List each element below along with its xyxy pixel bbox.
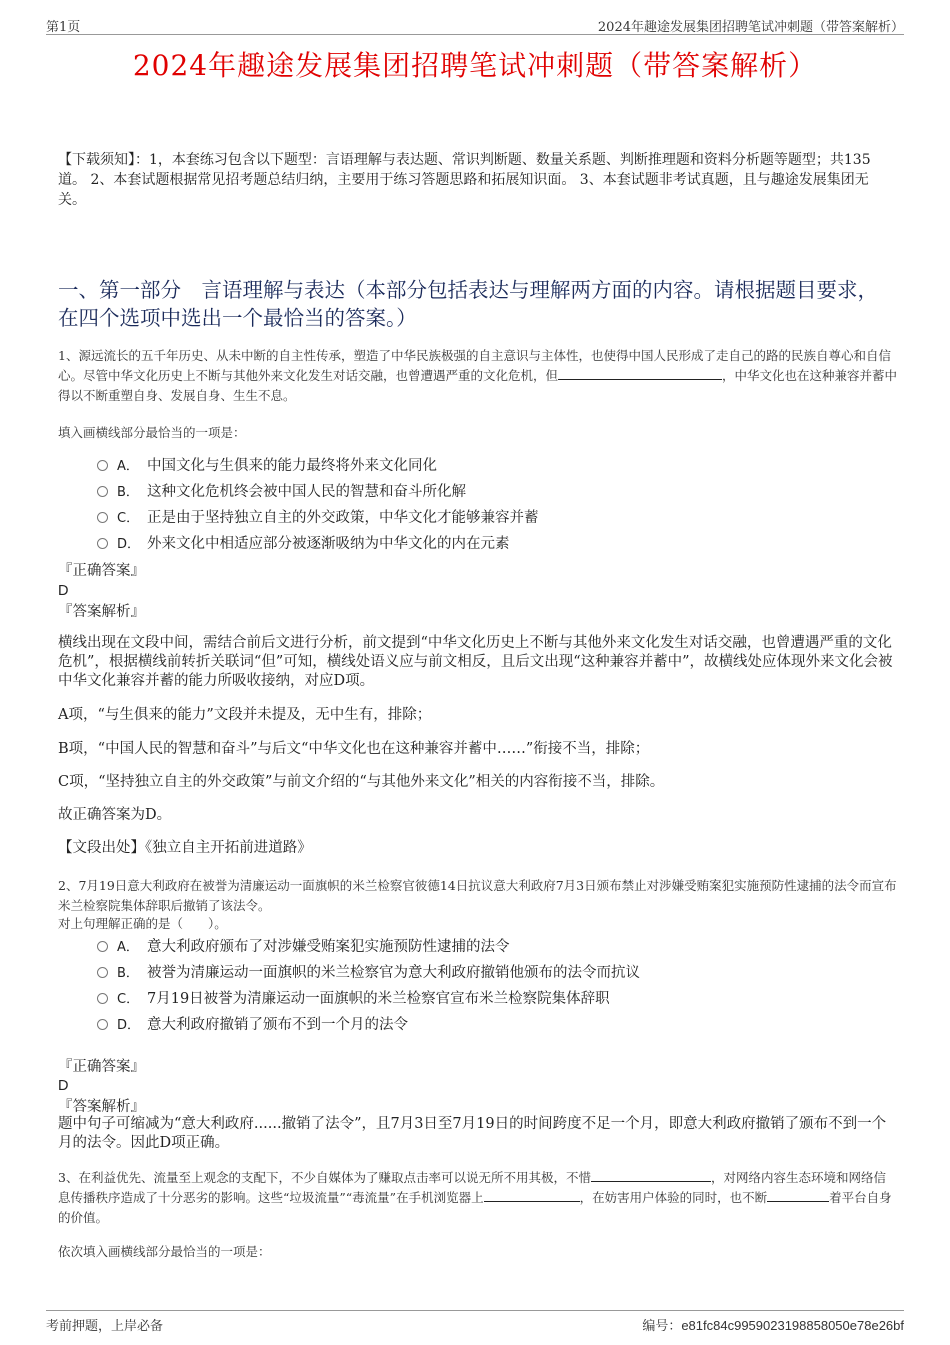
q1-conclusion: 故正确答案为D。 [58,807,172,823]
q1-analysis: 横线出现在文段中间，需结合前后文进行分析，前文提到“中华文化历史上不断与其他外来文化发生对话交融，也曾遭遇严重的文化危机”，根据横线前转折关联词“但”可知，横线处语义应与前文相反，且后文出现“这种兼容并蓄中”，故横线处应体现外来文化会被中华文化兼容并蓄的能力所吸收接纳，对应D项。 [58,635,893,689]
radio-icon[interactable] [97,967,108,978]
q2-answer: D [58,1078,69,1094]
footer-slogan: 考前押题，上岸必备 [46,1319,164,1334]
q2-option-c[interactable]: C． 7月19日被誉为清廉运动一面旗帜的米兰检察官宣布米兰检察院集体辞职 [97,989,610,1010]
q2-analysis-label: 『答案解析』 [58,1099,145,1115]
q1-answer: D [58,583,69,599]
document-title: 2024年趣途发展集团招聘笔试冲刺题（带答案解析） [132,49,818,82]
q1-option-a[interactable]: A． 中国文化与生俱来的能力最终将外来文化同化 [97,456,437,477]
q1-note-a: A项，“与生俱来的能力”文段并未提及，无中生有，排除； [58,707,432,723]
q1-source: 【文段出处】《独立自主开拓前进道路》 [58,840,312,856]
question-1-prompt: 填入画横线部分最恰当的一项是： [58,425,246,440]
question-3-text: 3、在利益优先、流量至上观念的支配下，不少自媒体为了赚取点击率可以说无所不用其极，不惜 ，对网络内容生态环境和网络信息传播秩序造成了十分恶劣的影响。这些“垃圾流量”“毒流量”在手机浏览器上 ，在妨害用户体验的同时，也不断 着平台自身的价值。 [58,1170,892,1225]
radio-icon[interactable] [97,460,108,471]
radio-icon[interactable] [97,941,108,952]
question-1-text: 1、源远流长的五千年历史、从未中断的自主性传承，塑造了中华民族极强的自主意识与主体性，也使得中国人民形成了走自己的路的民族自尊心和自信心。尽管中华文化历史上不断与其他外来文化发生对话交融，也曾遭遇严重的文化危机，但 ，中华文化也在这种兼容并蓄中得以不断重塑自身、发展自身、生生不息。 [58,348,898,403]
radio-icon[interactable] [97,538,108,549]
radio-icon[interactable] [97,993,108,1004]
radio-icon[interactable] [97,1019,108,1030]
q1-option-d[interactable]: D． 外来文化中相适应部分被逐渐吸纳为中华文化的内在元素 [97,534,510,555]
question-3-prompt: 依次填入画横线部分最恰当的一项是： [58,1244,271,1259]
q1-answer-label: 『正确答案』 [58,563,145,579]
question-2-prompt: 对上句理解正确的是（ ）。 [58,916,227,931]
q1-option-b[interactable]: B． 这种文化危机终会被中国人民的智慧和奋斗所化解 [97,482,466,503]
q1-note-b: B项，“中国人民的智慧和奋斗”与后文“中华文化也在这种兼容并蓄中……”衔接不当，排除； [58,741,650,757]
question-2-text: 2、7月19日意大利政府在被誉为清廉运动一面旗帜的米兰检察官彼德14日抗议意大利政府7月3日颁布禁止对涉嫌受贿案犯实施预防性逮捕的法令而宣布米兰检察院集体辞职后撤销了该法令。 [58,878,897,913]
page-footer [46,1310,904,1335]
footer-doc-code: 编号：e81fc84c9959023198858050e78e26bf [642,1318,904,1334]
q2-answer-label: 『正确答案』 [58,1059,145,1075]
page-header [46,16,904,35]
q2-option-d[interactable]: D． 意大利政府撤销了颁布不到一个月的法令 [97,1015,408,1036]
q1-option-c[interactable]: C． 正是由于坚持独立自主的外交政策，中华文化才能够兼容并蓄 [97,508,539,529]
header-doc-title: 2024年趣途发展集团招聘笔试冲刺题（带答案解析） [597,20,904,35]
answer-blank [767,1189,829,1202]
download-notice: 【下载须知】：1，本套练习包含以下题型：言语理解与表达题、常识判断题、数量关系题、判断推理题和资料分析题等题型；共135道。 2、本套试题根据常见招考题总结归纳，主要用于练习答题思路和拓展知识面。 3、本套试题非考试真题，且与趣途发展集团无关。 [58,152,871,208]
radio-icon[interactable] [97,486,108,497]
section-title: 一、第一部分 言语理解与表达（本部分包括表达与理解两方面的内容。请根据题目要求，在四个选项中选出一个最恰当的答案。） [58,278,878,330]
q2-analysis: 题中句子可缩减为“意大利政府......撤销了法令”，且7月3日至7月19日的时间跨度不足一个月，即意大利政府撤销了颁布不到一个月的法令。因此D项正确。 [58,1116,887,1151]
answer-blank [484,1189,580,1202]
radio-icon[interactable] [97,512,108,523]
answer-blank [558,367,722,380]
answer-blank [591,1169,711,1182]
q1-analysis-label: 『答案解析』 [58,604,145,620]
page-number: 第1页 [46,20,81,35]
q2-option-a[interactable]: A． 意大利政府颁布了对涉嫌受贿案犯实施预防性逮捕的法令 [97,937,510,958]
q2-option-b[interactable]: B． 被誉为清廉运动一面旗帜的米兰检察官为意大利政府撤销他颁布的法令而抗议 [97,963,640,984]
q1-note-c: C项，“坚持独立自主的外交政策”与前文介绍的“与其他外来文化”相关的内容衔接不当，排除。 [58,774,665,790]
